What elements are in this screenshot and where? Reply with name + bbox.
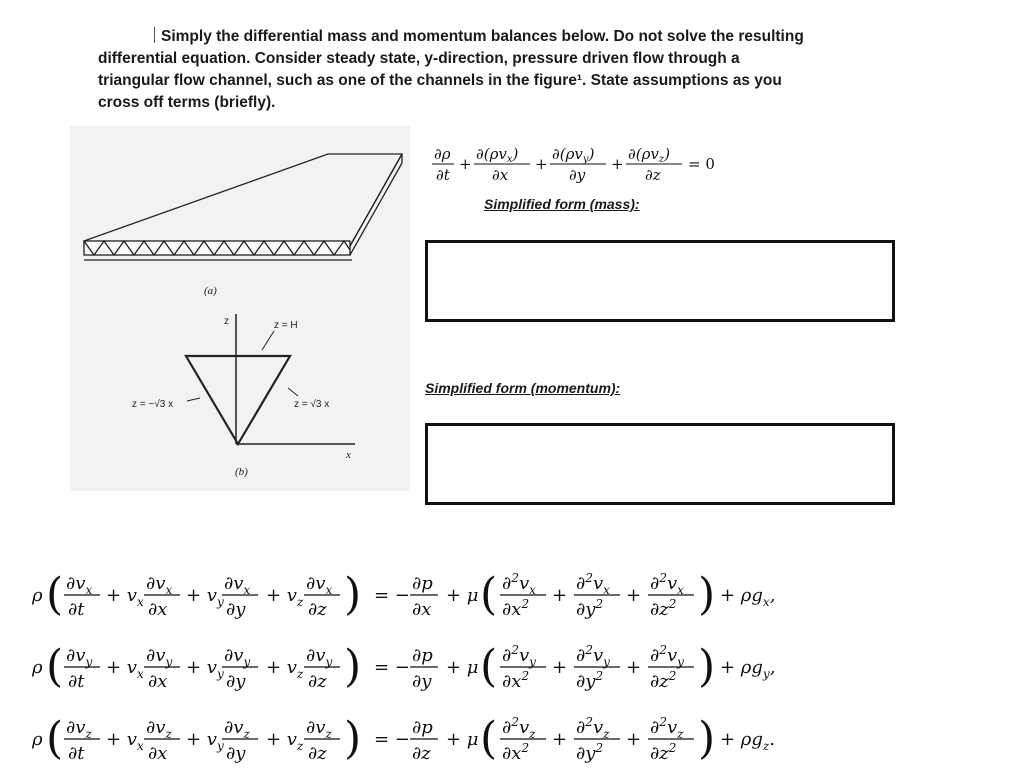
parenthesis: ) bbox=[698, 713, 716, 764]
svg-text:∂ρ: ∂ρ bbox=[434, 145, 451, 163]
svg-text:+: + bbox=[552, 585, 568, 606]
svg-text:∂y: ∂y bbox=[226, 671, 246, 692]
pressure-derivative-var: ∂y bbox=[412, 671, 432, 692]
svg-text:+ vz: + $v_z$ bbox=[266, 729, 304, 753]
svg-text:∂z2: $\partial z^2$ bbox=[650, 597, 677, 620]
svg-text:∂x2: $\partial x^2$ bbox=[502, 669, 530, 692]
problem-line-2: differential equation. Consider steady state, y-direction, pressure driven flow through a bbox=[98, 50, 740, 67]
svg-text:∂x2: $\partial x^2$ bbox=[502, 741, 530, 764]
svg-text:∂2vz: $\partial^2v_z$ bbox=[576, 715, 610, 741]
svg-text:+ vy: + $v_y$ bbox=[186, 585, 224, 609]
channel-figure-drawing bbox=[70, 126, 410, 491]
svg-text:∂z: ∂z bbox=[308, 599, 327, 620]
pressure-derivative-var: ∂z bbox=[412, 743, 431, 764]
channel-figure bbox=[70, 126, 410, 491]
axis-x-label: x bbox=[346, 449, 351, 461]
problem-line-3: triangular flow channel, such as one of the channels in the figure¹. State assumptions as you bbox=[98, 72, 782, 89]
svg-text:+ vx: + $v_x$ bbox=[106, 729, 144, 753]
problem-line-4: cross off terms (briefly). bbox=[98, 94, 276, 111]
svg-text:∂p: ∂p bbox=[412, 717, 433, 738]
rho: ρ bbox=[32, 585, 43, 606]
figure-label-b: (b) bbox=[235, 466, 248, 478]
parenthesis: ( bbox=[480, 569, 498, 620]
svg-text:∂t: ∂t bbox=[68, 671, 85, 692]
viscosity: + μ bbox=[446, 585, 479, 606]
svg-text:+: + bbox=[552, 657, 568, 678]
equals-minus: = − bbox=[374, 657, 410, 678]
viscosity: + μ bbox=[446, 729, 479, 750]
parenthesis: ( bbox=[46, 641, 64, 692]
svg-text:∂t: ∂t bbox=[68, 599, 85, 620]
problem-line-1: Simply the differential mass and momentum balances below. Do not solve the resulting bbox=[98, 26, 878, 48]
problem-statement bbox=[98, 26, 878, 114]
svg-text:+ vx: + $v_x$ bbox=[106, 657, 144, 681]
svg-text:∂p: ∂p bbox=[412, 645, 433, 666]
svg-text:+ vx: + $v_x$ bbox=[106, 585, 144, 609]
momentum-row-x bbox=[31, 569, 775, 620]
momentum-caption: Simplified form (momentum): bbox=[425, 380, 621, 396]
svg-text:+ vy: + $v_y$ bbox=[186, 729, 224, 753]
svg-text:∂2vx: $\partial^2v_x$ bbox=[576, 571, 610, 597]
equals-minus: = − bbox=[374, 585, 410, 606]
svg-text:+ vy: + $v_y$ bbox=[186, 657, 224, 681]
svg-text:∂y2: $\partial y^2$ bbox=[576, 597, 604, 620]
svg-text:+: + bbox=[626, 585, 642, 606]
gravity-term: + $\rho g_z$. bbox=[720, 729, 775, 753]
svg-text:∂2vz: $\partial^2v_z$ bbox=[650, 715, 684, 741]
rho: ρ bbox=[32, 657, 43, 678]
axis-z-label: z bbox=[224, 316, 229, 327]
svg-text:∂y2: $\partial y^2$ bbox=[576, 741, 604, 764]
svg-text:∂x: ∂x bbox=[148, 599, 168, 620]
pressure-derivative-var: ∂x bbox=[412, 599, 432, 620]
svg-text:∂(ρvy): $\partial(\rho v_y)$ bbox=[552, 145, 595, 165]
svg-text:∂2vy: $\partial^2v_y$ bbox=[650, 643, 684, 669]
text-cursor bbox=[154, 27, 155, 43]
navier-stokes-math bbox=[30, 555, 870, 771]
svg-text:∂vy: $\partial v_y$ bbox=[306, 645, 333, 669]
momentum-answer-box[interactable] bbox=[425, 423, 895, 505]
svg-text:∂z: ∂z bbox=[308, 671, 327, 692]
triangle-cross-section bbox=[186, 314, 355, 444]
svg-text:+: + bbox=[626, 657, 642, 678]
viscosity: + μ bbox=[446, 657, 479, 678]
svg-text:∂2vy: $\partial^2v_y$ bbox=[576, 643, 610, 669]
svg-text:∂vx: $\partial v_x$ bbox=[66, 573, 93, 597]
gravity-term: + $\rho g_x$, bbox=[720, 585, 776, 609]
label-right-wall: z = √3 x bbox=[294, 399, 330, 410]
svg-text:∂z: ∂z bbox=[308, 743, 327, 764]
svg-text:∂x: ∂x bbox=[148, 671, 168, 692]
parenthesis: ( bbox=[46, 713, 64, 764]
svg-text:∂vz: $\partial v_z$ bbox=[66, 717, 92, 741]
svg-text:∂y: ∂y bbox=[226, 599, 246, 620]
svg-text:∂vy: $\partial v_y$ bbox=[146, 645, 173, 669]
svg-text:∂z2: $\partial z^2$ bbox=[650, 741, 677, 764]
parenthesis: ) bbox=[698, 641, 716, 692]
svg-text:∂y: ∂y bbox=[226, 743, 246, 764]
gravity-term: + $\rho g_y$, bbox=[720, 657, 776, 681]
svg-text:+: + bbox=[626, 729, 642, 750]
svg-text:∂vy: $\partial v_y$ bbox=[66, 645, 93, 669]
label-z-equals-h: z = H bbox=[274, 320, 298, 331]
continuity-equation-math bbox=[432, 142, 752, 192]
svg-text:∂vx: $\partial v_x$ bbox=[146, 573, 173, 597]
svg-text:∂vy: $\partial v_y$ bbox=[224, 645, 251, 669]
svg-text:∂2vz: $\partial^2v_z$ bbox=[502, 715, 536, 741]
mass-answer-box[interactable] bbox=[425, 240, 895, 322]
svg-text:∂vz: $\partial v_z$ bbox=[224, 717, 250, 741]
continuity-equation bbox=[432, 142, 752, 197]
parenthesis: ( bbox=[480, 713, 498, 764]
svg-text:∂vz: $\partial v_z$ bbox=[306, 717, 332, 741]
svg-text:∂vz: $\partial v_z$ bbox=[146, 717, 172, 741]
svg-text:∂t: ∂t bbox=[68, 743, 85, 764]
svg-text:+: + bbox=[552, 729, 568, 750]
svg-text:∂(ρvx): $\partial(\rho v_x)$ bbox=[476, 145, 519, 165]
svg-text:∂z2: $\partial z^2$ bbox=[650, 669, 677, 692]
svg-text:∂p: ∂p bbox=[412, 573, 433, 594]
svg-text:∂x: ∂x bbox=[492, 166, 509, 184]
parenthesis: ( bbox=[480, 641, 498, 692]
svg-text:∂vx: $\partial v_x$ bbox=[306, 573, 333, 597]
equals-minus: = − bbox=[374, 729, 410, 750]
svg-text:+ vz: + $v_z$ bbox=[266, 657, 304, 681]
parenthesis: ( bbox=[46, 569, 64, 620]
parenthesis: ) bbox=[344, 569, 362, 620]
parenthesis: ) bbox=[344, 713, 362, 764]
parenthesis: ) bbox=[698, 569, 716, 620]
rho: ρ bbox=[32, 729, 43, 750]
corrugated-channel-sketch bbox=[84, 154, 402, 260]
momentum-row-y bbox=[31, 641, 775, 692]
svg-text:∂y2: $\partial y^2$ bbox=[576, 669, 604, 692]
parenthesis: ) bbox=[344, 641, 362, 692]
label-left-wall: z = −√3 x bbox=[132, 399, 174, 410]
svg-text:+: + bbox=[611, 155, 624, 173]
svg-text:∂t: ∂t bbox=[436, 166, 450, 184]
svg-text:∂x: ∂x bbox=[148, 743, 168, 764]
svg-text:∂(ρvz): $\partial(\rho v_z)$ bbox=[628, 145, 671, 165]
svg-text:+: + bbox=[459, 155, 472, 173]
svg-text:∂z: ∂z bbox=[645, 166, 661, 184]
svg-text:∂y: ∂y bbox=[569, 166, 586, 184]
svg-text:+: + bbox=[535, 155, 548, 173]
mass-caption: Simplified form (mass): bbox=[484, 196, 640, 212]
equals-zero: = 0 bbox=[688, 155, 715, 173]
figure-label-a: (a) bbox=[204, 285, 217, 297]
momentum-row-z bbox=[31, 713, 775, 764]
navier-stokes-equations bbox=[30, 555, 870, 776]
svg-text:∂x2: $\partial x^2$ bbox=[502, 597, 530, 620]
svg-text:∂vx: $\partial v_x$ bbox=[224, 573, 251, 597]
svg-text:∂2vx: $\partial^2v_x$ bbox=[502, 571, 536, 597]
svg-text:+ vz: + $v_z$ bbox=[266, 585, 304, 609]
svg-text:∂2vx: $\partial^2v_x$ bbox=[650, 571, 684, 597]
svg-text:∂2vy: $\partial^2v_y$ bbox=[502, 643, 536, 669]
